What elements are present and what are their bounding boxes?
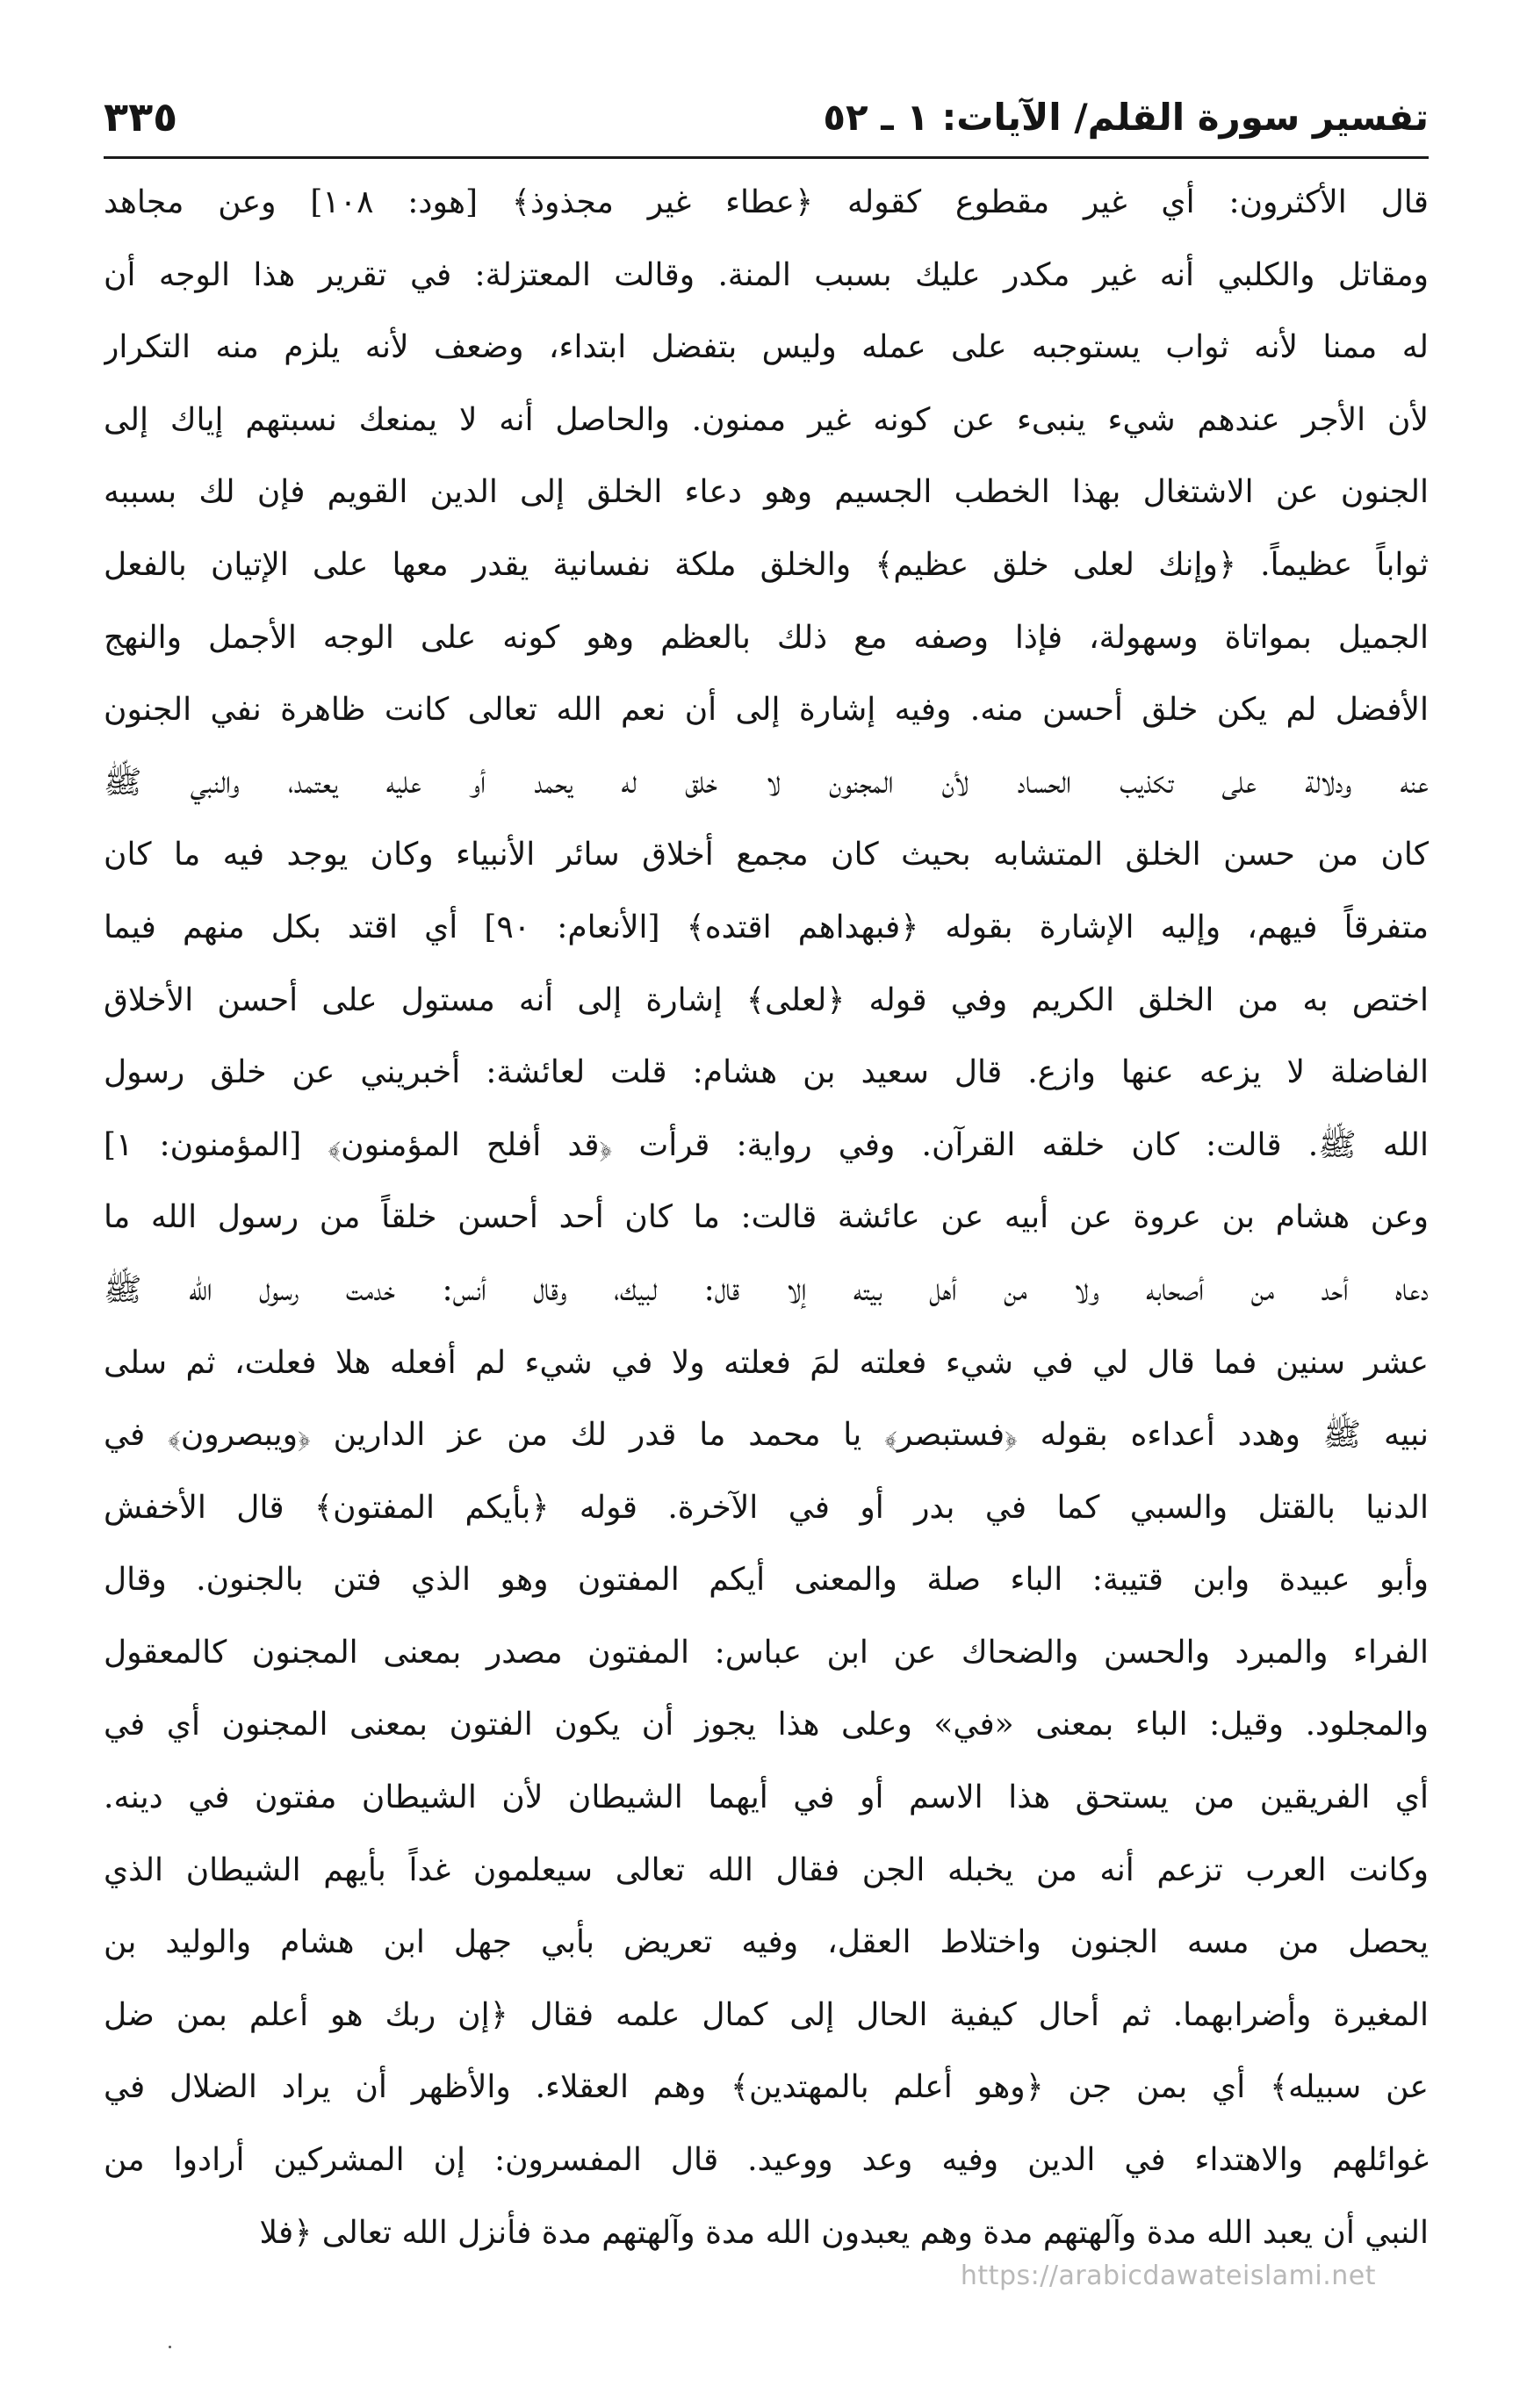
text-line: اختص به من الخلق الكريم وفي قوله ﴿لعلى﴾ إشارة إلى أنه مستول على أحسن الأخلاق (104, 981, 1429, 1018)
text-line: وعن هشام بن عروة عن أبيه عن عائشة قالت: ما كان أحد أحسن خلقاً من رسول الله ما (104, 1199, 1429, 1236)
text-line: له ممنا لأنه ثواب يستوجبه على عمله وليس بتفضل ابتداء، وضعف لأنه يلزم منه التكرار (104, 329, 1429, 366)
text-line: وكانت العرب تزعم أنه من يخبله الجن فقال الله تعالى سيعلمون غداً بأيهم الشيطان الذي (104, 1851, 1429, 1888)
running-header (104, 84, 1429, 149)
text-line: عن سبيله﴾ أي بمن جن ﴿وهو أعلم بالمهتدين﴾ وهم العقلاء. والأظهر أن يراد الضلال في (104, 2069, 1429, 2106)
text-line: النبي أن يعبد الله مدة وآلهتهم مدة وهم يعبدون الله مدة وآلهتهم مدة فأنزل الله تعالى ﴿فلا (259, 2214, 1429, 2251)
text-line: ومقاتل والكلبي أنه غير مكدر عليك بسبب المنة. وقالت المعتزلة: في تقرير هذا الوجه أن (104, 256, 1429, 293)
text-line: ثواباً عظيماً. ﴿وإنك لعلى خلق عظيم﴾ والخلق ملكة نفسانية يقدر معها على الإتيان بالفعل (104, 546, 1429, 583)
watermark-url: https://arabicdawateislami.net (960, 2261, 1376, 2291)
text-line: وأبو عبيدة وابن قتيبة: الباء صلة والمعنى أيكم المفتون وهو الذي فتن بالجنون. وقال (104, 1562, 1429, 1599)
text-line: أي الفريقين من يستحق هذا الاسم أو في أيهما الشيطان لأن الشيطان مفتون في دينه. (104, 1779, 1429, 1816)
text-line: المغيرة وأضرابهما. ثم أحال كيفية الحال إلى كمال علمه فقال ﴿إن ربك هو أعلم بمن ضل (104, 1996, 1429, 2033)
text-line: عشر سنين فما قال لي في شيء فعلته لمَ فعلته ولا في شيء لم أفعله هلا فعلت، ثم سلى (104, 1344, 1429, 1381)
text-line: نبيه ﷺ وهدد أعداءه بقوله ﴿فستبصر﴾ يا محمد ما قدر لك من عز الدارين ﴿ويبصرون﴾ في (104, 1417, 1429, 1454)
header-title: تفسير سورة القلم/ الآيات: ١ ـ ٥٢ (823, 95, 1429, 139)
scan-speck (169, 2346, 171, 2348)
body-text (104, 167, 1429, 2269)
text-line: والمجلود. وقيل: الباء بمعنى «في» وعلى هذا يجوز أن يكون الفتون بمعنى المجنون أي في (104, 1707, 1429, 1743)
text-line: الفاضلة لا يزعه عنها وازع. قال سعيد بن هشام: قلت لعائشة: أخبريني عن خلق رسول (104, 1054, 1429, 1091)
text-line: الجنون عن الاشتغال بهذا الخطب الجسيم وهو دعاء الخلق إلى الدين القويم فإن لك بسببه (104, 474, 1429, 511)
text-line: الدنيا بالقتل والسبي كما في بدر أو في الآخرة. قوله ﴿بأيكم المفتون﴾ قال الأخفش (104, 1489, 1429, 1526)
text-line: كان من حسن الخلق المتشابه بحيث كان مجمع أخلاق سائر الأنبياء وكان يوجد فيه ما كان (104, 837, 1429, 873)
text-line: الله ﷺ. قالت: كان خلقه القرآن. وفي رواية: قرأت ﴿قد أفلح المؤمنون﴾ [المؤمنون: ١] (104, 1126, 1429, 1163)
text-line: قال الأكثرون: أي غير مقطوع كقوله ﴿عطاء غير مجذوذ﴾ [هود: ١٠٨] وعن مجاهد (104, 184, 1429, 220)
text-line: الأفضل لم يكن خلق أحسن منه. وفيه إشارة إلى أن نعم الله تعالى كانت ظاهرة نفي الجنون (104, 692, 1429, 729)
text-line: الفراء والمبرد والحسن والضحاك عن ابن عباس: المفتون مصدر بمعنى المجنون كالمعقول (104, 1634, 1429, 1671)
text-line: متفرقاً فيهم، وإليه الإشارة بقوله ﴿فبهداهم اقتده﴾ [الأنعام: ٩٠] أي اقتد بكل منهم فيما (104, 909, 1429, 945)
page-number: ٣٣٥ (104, 93, 178, 140)
text-line: يحصل من مسه الجنون واختلاط العقل، وفيه تعريض بأبي جهل ابن هشام والوليد بن (104, 1924, 1429, 1961)
text-line: عنه ودلالة على تكذيب الحساد لأن المجنون لا خلق له يحمد أو عليه يعتمد، والنبي ﷺ (104, 764, 1429, 801)
text-line: الجميل بمواتاة وسهولة، فإذا وصفه مع ذلك بالعظم وهو كونه على الوجه الأجمل والنهج (104, 619, 1429, 656)
text-line: دعاه أحد من أصحابه ولا من أهل بيته إلا قال: لبيك، وقال أنس: خدمت رسول الله ﷺ (104, 1271, 1429, 1308)
text-line: لأن الأجر عندهم شيء ينبىء عن كونه غير ممنون. والحاصل أنه لا يمنعك نسبتهم إياك إلى (104, 401, 1429, 438)
header-rule (104, 156, 1429, 159)
text-line: غوائلهم والاهتداء في الدين وفيه وعد ووعيد. قال المفسرون: إن المشركين أرادوا من (104, 2142, 1429, 2179)
